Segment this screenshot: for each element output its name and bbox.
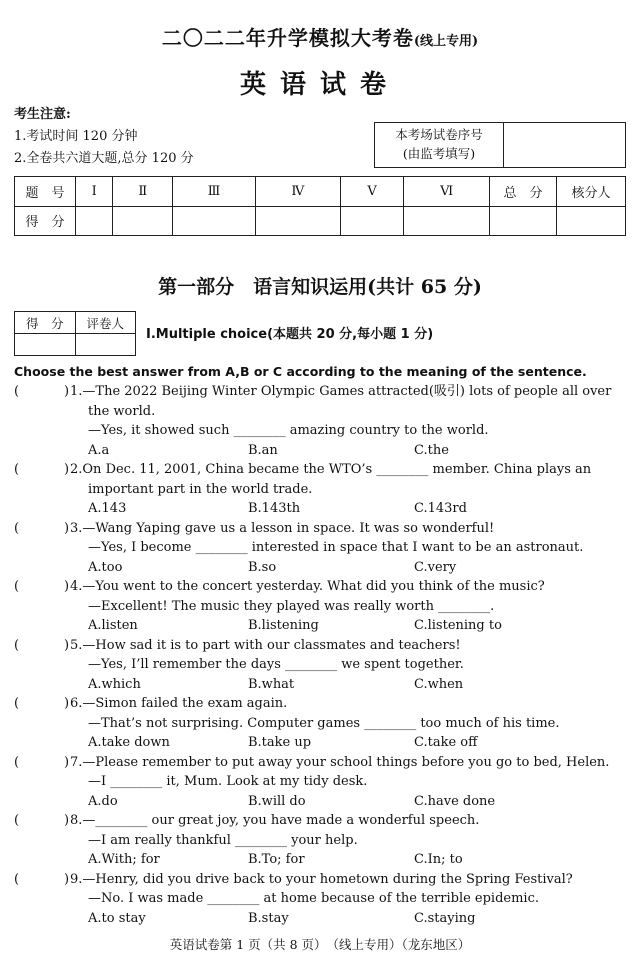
- score-header-cell: 总 分: [490, 177, 557, 207]
- grader-score-cell[interactable]: [15, 334, 76, 356]
- score-header-cell: 核分人: [557, 177, 626, 207]
- answer-bracket[interactable]: ( ): [14, 636, 19, 656]
- grader-name-label: 评卷人: [75, 312, 136, 334]
- answer-bracket[interactable]: ( ): [14, 870, 19, 890]
- option-row: [14, 850, 628, 870]
- answer-bracket[interactable]: ( ): [14, 694, 19, 714]
- score-cell[interactable]: [341, 206, 404, 236]
- option-c: C.In; to: [414, 852, 463, 867]
- question-stem: 3.—Wang Yaping gave us a lesson in space. It was so wonderful!: [70, 520, 495, 536]
- question-list: [14, 382, 628, 928]
- grader-score-label: 得 分: [15, 312, 76, 334]
- exam-title: 二〇二二年升学模拟大考卷(线上专用): [161, 26, 479, 50]
- score-cell[interactable]: [404, 206, 490, 236]
- subject-title: 英语试卷: [239, 70, 400, 100]
- answer-bracket[interactable]: ( ): [14, 519, 19, 539]
- question-item: [14, 636, 628, 695]
- score-row-label: 得 分: [15, 206, 76, 236]
- question-item: [14, 811, 628, 870]
- grader-name-cell[interactable]: [75, 334, 136, 356]
- option-a: A.too: [88, 559, 123, 575]
- score-table-row: [15, 206, 626, 236]
- grader-table: [14, 311, 136, 356]
- question-item: [14, 577, 628, 636]
- score-header-cell: Ⅳ: [255, 177, 340, 207]
- answer-bracket[interactable]: ( ): [14, 577, 19, 597]
- option-row: [14, 558, 628, 578]
- question-line: —No. I was made ________ at home because of the terrible epidemic.: [88, 891, 540, 906]
- sequence-field[interactable]: [504, 123, 625, 167]
- option-b: B.so: [248, 559, 277, 575]
- question-line: —Excellent! The music they played was really worth ________.: [88, 598, 495, 614]
- option-c: C.when: [414, 676, 464, 692]
- question-stem: 1.—The 2022 Beijing Winter Olympic Games attracted(吸引) lots of people all over: [70, 384, 612, 399]
- score-table: [14, 176, 626, 236]
- option-a: A.which: [88, 676, 141, 692]
- option-a: A.do: [88, 793, 118, 809]
- question-line: the world.: [88, 403, 156, 419]
- notice-line-2: 2.全卷共六道大题,总分 120 分: [14, 151, 194, 166]
- option-row: [14, 733, 628, 753]
- answer-bracket[interactable]: ( ): [14, 460, 19, 480]
- answer-bracket[interactable]: ( ): [14, 811, 19, 831]
- option-b: B.what: [248, 676, 295, 692]
- question-stem: 9.—Henry, did you drive back to your hometown during the Spring Festival?: [70, 871, 573, 887]
- option-b: B.stay: [248, 910, 289, 926]
- option-row: [14, 616, 628, 636]
- notice-block: [14, 104, 194, 170]
- question-item: [14, 870, 628, 929]
- option-a: A.take down: [88, 735, 170, 750]
- question-line: important part in the world trade.: [88, 481, 313, 497]
- score-cell[interactable]: [76, 206, 113, 236]
- option-c: C.very: [414, 559, 457, 575]
- question-item: [14, 753, 628, 812]
- option-c: C.listening to: [414, 618, 502, 633]
- score-cell[interactable]: [557, 206, 626, 236]
- question-stem: 7.—Please remember to put away your school things before you go to bed, Helen.: [70, 754, 610, 770]
- question-item: [14, 519, 628, 578]
- option-a: A.a: [88, 442, 110, 458]
- option-b: B.To; for: [248, 852, 305, 867]
- option-row: [14, 909, 628, 929]
- score-header-cell: 题 号: [15, 177, 76, 207]
- option-row: [14, 792, 628, 812]
- section-title: 第一部分 语言知识运用(共计 65 分): [158, 276, 482, 298]
- sequence-label: 本考场试卷序号 (由监考填写): [375, 123, 504, 167]
- notice-line-1: 1.考试时间 120 分钟: [14, 129, 138, 144]
- option-c: C.take off: [414, 735, 478, 750]
- score-cell[interactable]: [173, 206, 255, 236]
- option-c: C.staying: [414, 910, 476, 926]
- question-item: [14, 382, 628, 460]
- instruction: Choose the best answer from A,B or C according to the meaning of the sentence.: [14, 364, 587, 379]
- question-line: —Yes, I become ________ interested in space that I want to be an astronaut.: [88, 540, 584, 555]
- score-header-cell: Ⅰ: [76, 177, 113, 207]
- option-a: A.With; for: [88, 852, 160, 867]
- question-line: —That’s not surprising. Computer games ________ too much of his time.: [88, 715, 560, 731]
- answer-bracket[interactable]: ( ): [14, 753, 19, 773]
- question-line: —I am really thankful ________ your help.: [88, 832, 358, 848]
- question-stem: 2.On Dec. 11, 2001, China became the WTO’s ________ member. China plays an: [70, 462, 592, 477]
- score-header-cell: Ⅵ: [404, 177, 490, 207]
- option-row: [14, 675, 628, 695]
- option-b: B.listening: [248, 618, 319, 633]
- score-cell[interactable]: [490, 206, 557, 236]
- option-c: C.have done: [414, 793, 496, 809]
- option-a: A.143: [88, 501, 127, 516]
- question-stem: 6.—Simon failed the exam again.: [70, 696, 288, 711]
- option-b: B.will do: [248, 793, 306, 809]
- option-c: C.143rd: [414, 501, 467, 516]
- page-footer: 英语试卷第 1 页（共 8 页） （线上专用）（龙东地区）: [169, 937, 471, 952]
- question-item: [14, 460, 628, 519]
- question-stem: 5.—How sad it is to part with our classmates and teachers!: [70, 637, 461, 653]
- option-row: [14, 441, 628, 461]
- notice-heading: 考生注意:: [14, 107, 71, 122]
- question-stem: 8.—________ our great joy, you have made a wonderful speech.: [70, 813, 480, 828]
- exam-title-note: (线上专用): [413, 34, 479, 49]
- score-header-cell: Ⅱ: [113, 177, 173, 207]
- score-header-cell: Ⅴ: [341, 177, 404, 207]
- option-b: B.an: [248, 442, 278, 458]
- answer-bracket[interactable]: ( ): [14, 382, 19, 402]
- score-table-header-row: [15, 177, 626, 207]
- option-b: B.143th: [248, 501, 301, 516]
- question-item: [14, 694, 628, 753]
- option-row: [14, 499, 628, 519]
- question-line: —Yes, it showed such ________ amazing country to the world.: [88, 423, 489, 438]
- option-b: B.take up: [248, 735, 312, 750]
- score-cell[interactable]: [113, 206, 173, 236]
- question-line: —I ________ it, Mum. Look at my tidy desk.: [88, 774, 368, 789]
- score-cell[interactable]: [255, 206, 340, 236]
- question-line: —Yes, I’ll remember the days ________ we spent together.: [88, 657, 464, 672]
- option-a: A.listen: [88, 618, 138, 633]
- paper-sequence-box: [374, 122, 626, 168]
- option-c: C.the: [414, 442, 449, 458]
- question-stem: 4.—You went to the concert yesterday. What did you think of the music?: [70, 579, 545, 594]
- option-a: A.to stay: [88, 910, 146, 926]
- score-header-cell: Ⅲ: [173, 177, 255, 207]
- part-title: Ⅰ.Multiple choice(本题共 20 分,每小题 1 分): [146, 327, 434, 342]
